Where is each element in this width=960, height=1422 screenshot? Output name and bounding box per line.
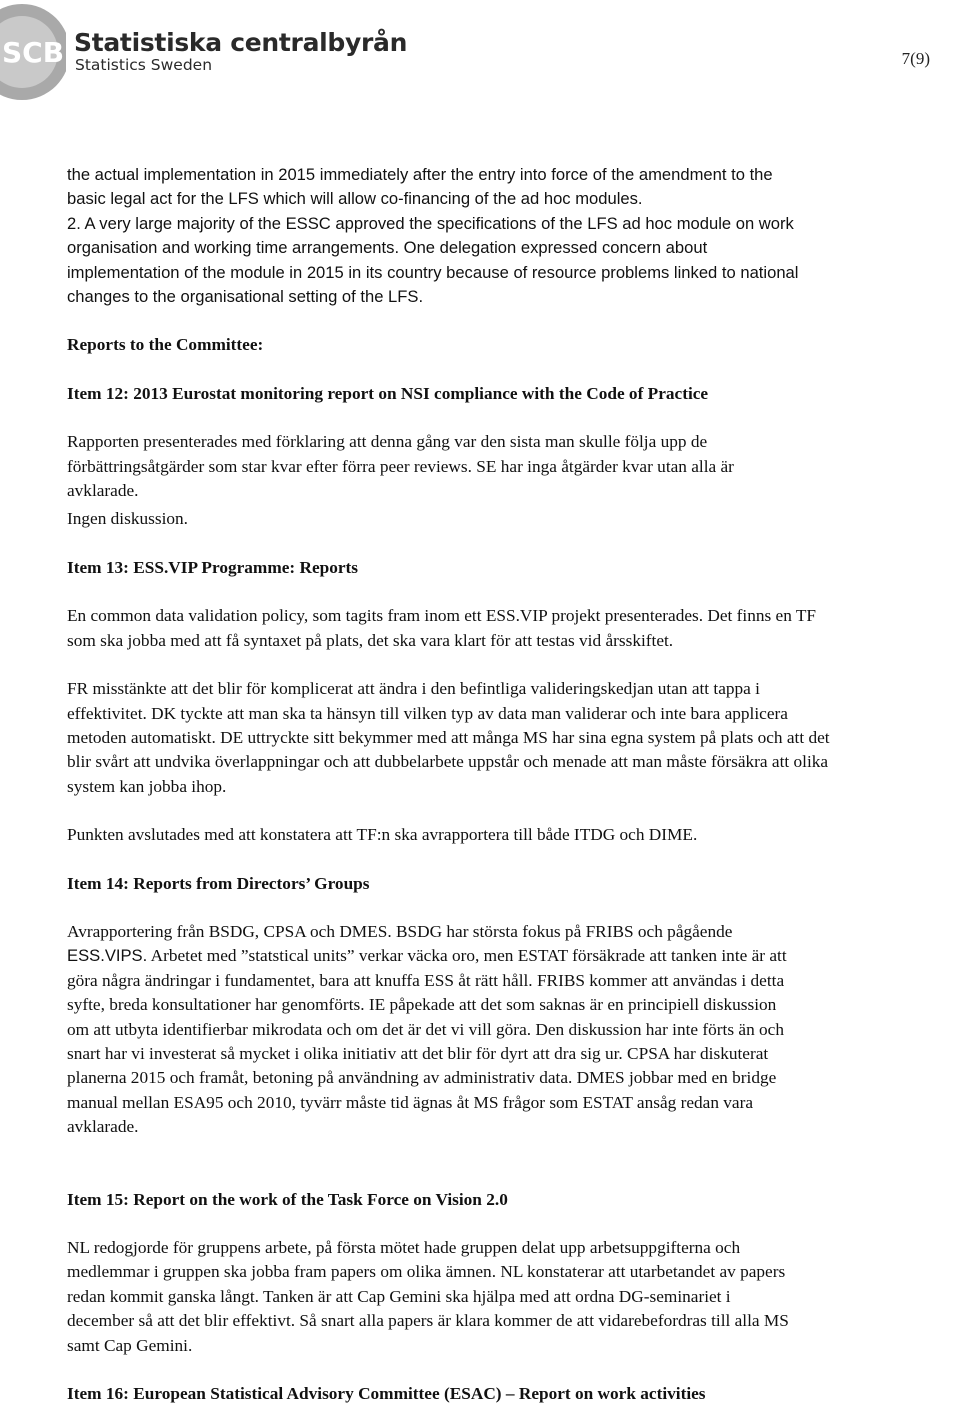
item15-line: redan kommit ganska långt. Tanken är att Cap Gemini ska hjälpa med att ordna DG-seminariet i — [67, 1286, 731, 1306]
scb-logo-icon — [0, 0, 66, 104]
item14-heading: Item 14: Reports from Directors’ Groups — [67, 873, 370, 893]
item13-p2-line: metoden automatiskt. DE uttryckte sitt bekymmer med att många MS har sina egna system på plats och att det — [67, 727, 830, 747]
item15-heading: Item 15: Report on the work of the Task Force on Vision 2.0 — [67, 1189, 508, 1209]
item15-line: samt Cap Gemini. — [67, 1335, 193, 1355]
item14-line-sans-part: ESS.VIPS. — [67, 946, 148, 966]
intro-line-sans-part: organisation and working time arrangements. — [67, 238, 400, 258]
item13-p1-line: som ska jobba med att få syntaxet på plats, det ska vara klart för att testas vid årsskiftet. — [67, 630, 674, 650]
item15-line: NL redogjorde för gruppens arbete, på första mötet hade gruppen delat upp arbetsuppgifterna och — [67, 1238, 741, 1257]
org-name-en: Statistics Sweden — [75, 56, 213, 74]
intro-line: changes to the organisational setting of the LFS. — [67, 287, 424, 307]
item13-heading: Item 13: ESS.VIP Programme: Reports — [67, 557, 359, 577]
item14-line: om att utbyta identifierbar mikrodata och om det är det vi vill göra. Den diskussion har inte förts än och — [67, 1019, 784, 1039]
item13-p2-line: blir svårt att undvika överlappningar och att dubbelarbete uppstår och menade att man måste försäkra att olika — [67, 752, 829, 772]
reports-heading: Reports to the Committee: — [67, 335, 264, 355]
intro-line-serif-part: One delegation expressed concern about — [399, 238, 708, 258]
item13-p1-line: En common data validation policy, som tagits fram inom ett ESS.VIP projekt presenterades. Det finns en TF — [67, 606, 817, 626]
item12-line: förbättringsåtgärder som star kvar efter förra peer reviews. SE har inga åtgärder kvar utan alla är — [67, 456, 734, 476]
page-header — [0, 0, 960, 110]
item14-line: göra några ändringar i fundamentet, bara att knuffa ESS åt rätt håll. FRIBS kommer att användas i detta — [67, 970, 785, 990]
item12-line: Rapporten presenterades med förklaring att denna gång var den sista man skulle följa upp de — [67, 432, 708, 452]
item14-line: syfte, breda konsultationer har genomförts. IE påpekade att det som saknas är en principiell diskussion — [67, 995, 777, 1015]
item12-heading: Item 12: 2013 Eurostat monitoring report on NSI compliance with the Code of Practice — [67, 383, 709, 403]
item14-line — [67, 944, 960, 968]
item13-p3-line: Punkten avslutades med att konstatera att TF:n ska avrapportera till både ITDG och DIME. — [67, 825, 698, 845]
org-name: Statistiska centralbyrån — [74, 28, 408, 57]
intro-line: the actual implementation in 2015 immediately after the entry into force of the amendment to the — [67, 165, 773, 184]
intro-line: 2. A very large majority of the ESSC approved the specifications of the LFS ad hoc module on work — [67, 213, 794, 233]
intro-line: basic legal act for the LFS which will allow co-financing of the ad hoc modules. — [67, 189, 643, 209]
logo-letters: SCB — [2, 36, 65, 69]
item13-p2-line: system kan jobba ihop. — [67, 776, 227, 796]
page-number: 7(9) — [901, 49, 930, 68]
item14-line: manual mellan ESA95 och 2010, tyvärr måste tid ägnas åt MS frågor som ESTAT ansåg redan vara — [67, 1092, 754, 1112]
item14-line: planerna 2015 och framåt, betoning på användning av administrativ data. DMES jobbar med en bridge — [67, 1068, 777, 1088]
item15-line: medlemmar i gruppen ska jobba fram papers om olika ämnen. NL konstaterar att utarbetandet av papers — [67, 1262, 786, 1282]
item14-line: snart har vi investerat så mycket i olika initiativ att det blir för dyrt att dra sig ur. CPSA har diskuterat — [67, 1043, 769, 1063]
intro-line — [67, 236, 960, 260]
item14-line: avklarade. — [67, 1117, 139, 1137]
item13-p2-line: FR misstänkte att det blir för komplicerat att ändra i den befintliga valideringskedjan utan att tappa i — [67, 679, 760, 699]
intro-line: implementation of the module in 2015 in its country because of resource problems linked to national — [67, 262, 799, 282]
item13-p2-line: effektivitet. DK tyckte att man ska ta hänsyn till vilken typ av data man validerar och inte bara applicera — [67, 703, 788, 723]
item15-line: december så att det blir effektivt. Så snart alla papers är klara kommer de att vidarebefordras till alla MS — [67, 1311, 789, 1331]
item16-heading: Item 16: European Statistical Advisory Committee (ESAC) – Report on work activities — [67, 1384, 706, 1404]
item14-line-serif-part: Arbetet med ”statstical units” verkar väcka oro, men ESTAT försäkrade att tanken inte är att — [147, 946, 787, 966]
item12-note: Ingen diskussion. — [67, 509, 188, 529]
item12-line: avklarade. — [67, 481, 139, 501]
document-body — [67, 163, 960, 1406]
item14-line: Avrapportering från BSDG, CPSA och DMES. BSDG har största fokus på FRIBS och pågående — [67, 921, 733, 941]
